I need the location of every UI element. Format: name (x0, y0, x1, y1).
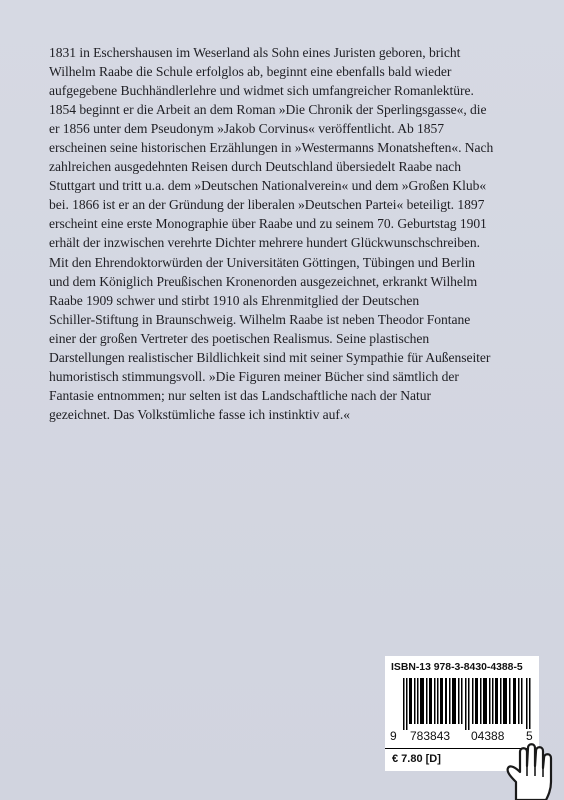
bio-line: Fantasie entnommen; nur selten ist das Landschaftliche nach der Natur (49, 387, 431, 403)
bio-line: 1854 beginnt er die Arbeit an dem Roman »Die Chronik der Sperlingsgasse«, die (49, 102, 487, 118)
bio-line: erscheinen seine historischen Erzählungen in »Westermanns Monatsheften«. Nach (49, 140, 494, 156)
bio-line: Stuttgart und tritt u.a. dem »Deutschen Nationalverein« und dem »Großen Klub« (49, 178, 487, 194)
bio-line: 1831 in Eschershausen im Weserland als Sohn eines Juristen geboren, bricht (49, 45, 461, 60)
bio-line: gezeichnet. Das Volkstümliche fasse ich instinktiv auf.« (49, 406, 350, 422)
bio-line: zahlreichen ausgedehnten Reisen durch Deutschland übersiedelt Raabe nach (49, 159, 461, 175)
bio-line: erscheint eine erste Monographie über Raabe und zu seinem 70. Geburtstag 1901 (49, 216, 487, 232)
isbn-label: ISBN-13 978-3-8430-4388-5 (391, 662, 523, 673)
barcode-digits-right: 04388 (471, 729, 505, 743)
bio-line: Wilhelm Raabe die Schule erfolglos ab, beginnt eine ebenfalls bald wieder (49, 64, 452, 80)
bio-line: er 1856 unter dem Pseudonym »Jakob Corvinus« veröffentlicht. Ab 1857 (49, 121, 445, 137)
price-label: € 7.80 [D] (392, 753, 441, 765)
barcode (403, 678, 533, 730)
barcode-digit-first: 9 (390, 729, 397, 743)
bio-line: Raabe 1909 schwer und stirbt 1910 als Ehrenmitglied der Deutschen (49, 292, 420, 308)
bio-line: und dem Königlich Preußischen Kronenorden ausgezeichnet, erkrankt Wilhelm (49, 273, 478, 289)
bio-line: aufgegebene Buchhändlerlehre und widmet sich umfangreicher Romanlektüre. (49, 83, 474, 99)
biography-text (49, 43, 527, 424)
bio-line: erhält der inzwischen verehrte Dichter mehrere hundert Glückwunschschreiben. (49, 235, 481, 251)
bio-line: bei. 1866 ist er an der Gründung der liberalen »Deutschen Partei« beteiligt. 1897 (49, 197, 485, 213)
bio-line: Schiller-Stiftung in Braunschweig. Wilhelm Raabe ist neben Theodor Fontane (49, 311, 471, 327)
grab-hand-icon[interactable] (494, 742, 564, 800)
barcode-digit-last: 5 (526, 729, 533, 743)
bio-line: einer der großen Vertreter des poetischen Realismus. Seine plastischen (49, 330, 430, 346)
bio-line: Darstellungen realistischer Bildlichkeit sind mit seiner Sympathie für Außenseiter (49, 349, 491, 365)
bio-line: Mit den Ehrendoktorwürden der Universitäten Göttingen, Tübingen und Berlin (49, 254, 476, 270)
barcode-digits-left: 783843 (410, 729, 451, 743)
bio-line: humoristisch stimmungsvoll. »Die Figuren meiner Bücher sind sämtlich der (49, 368, 459, 384)
